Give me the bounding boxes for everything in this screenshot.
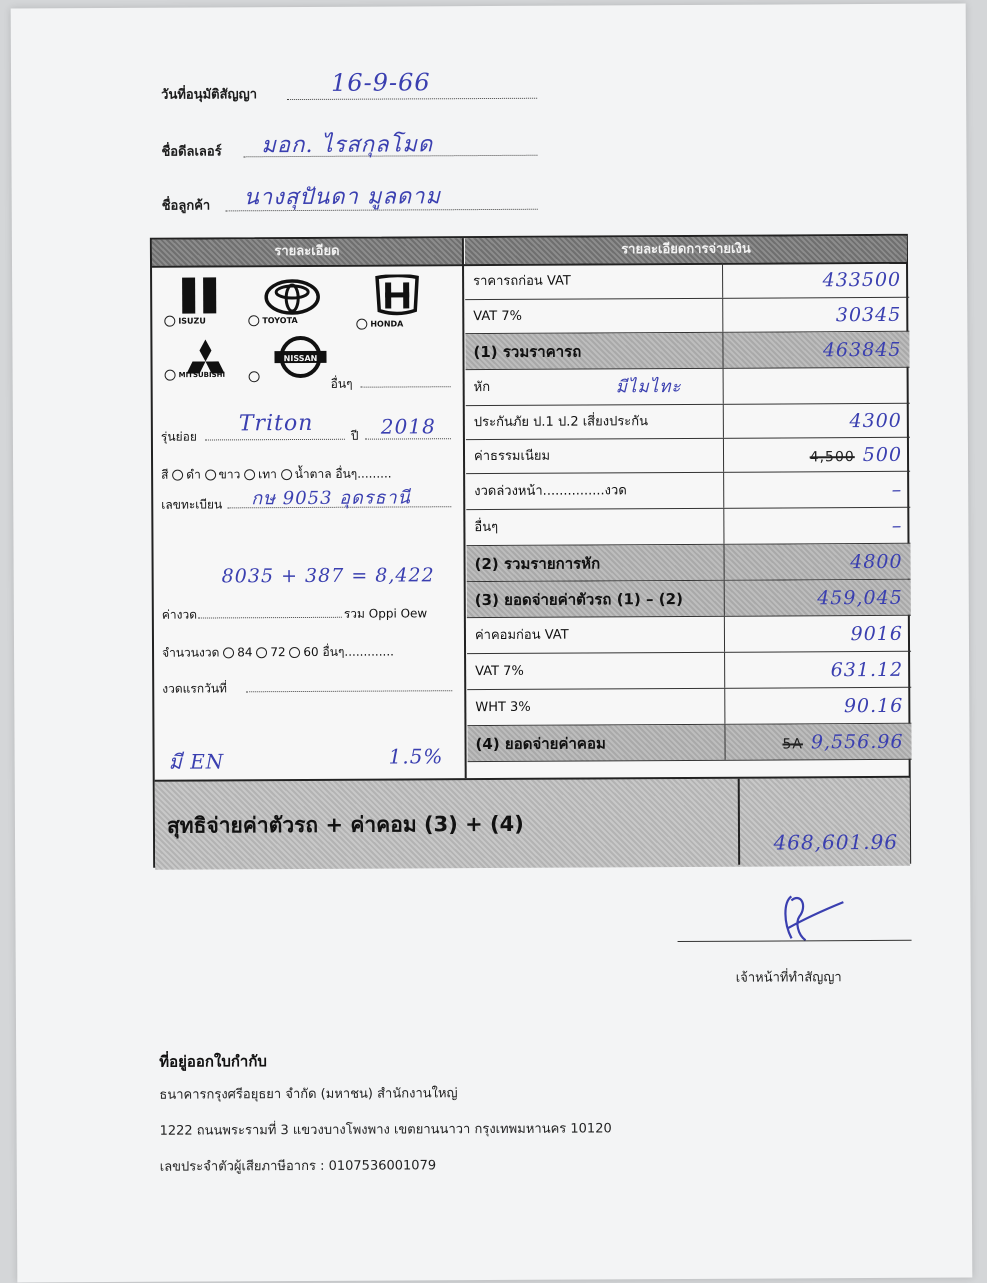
payment-row-label: VAT 7% — [465, 299, 723, 333]
payment-row-label: ค่าคอมก่อน VAT — [467, 617, 725, 653]
payment-row — [465, 332, 909, 370]
payment-row-value — [728, 472, 902, 508]
honda-option: HONDA — [356, 318, 403, 329]
footer-line-3: เลขประจำตัวผู้เสียภาษีอากร : 0107536001079 — [159, 1158, 437, 1175]
plate-label: เลขทะเบียน — [161, 497, 223, 512]
footer-line-2: 1222 ถนนพระรามที่ 3 แขวงบางโพงพาง เขตยานนาวา กรุงเทพมหานคร 10120 — [159, 1121, 612, 1139]
value-text: 463845 — [822, 338, 902, 362]
payment-row-label: (1) รวมราคารถ — [465, 333, 723, 369]
color-options: สี ดำ ขาว เทา น้ำตาล อื่นๆ......... — [161, 466, 392, 482]
payment-row-label: WHT 3% — [467, 689, 725, 725]
payment-row-label: ราคารถก่อน VAT — [465, 263, 723, 299]
summary-label: สุทธิจ่ายค่าตัวรถ + ค่าคอม (3) + (4) — [166, 811, 524, 838]
struck-value: 4,500 — [809, 449, 855, 466]
installment-suffix: รวม Oppi Oew — [343, 606, 428, 621]
installment-value: 8035 + 387 = 8,422 — [221, 564, 435, 588]
value-text: 9016 — [850, 622, 904, 646]
model-label: รุ่นย่อย — [160, 429, 197, 444]
brand-isuzu — [180, 275, 218, 315]
value-text: – — [891, 514, 903, 537]
footer-title: ที่อยู่ออกใบกำกับ — [159, 1052, 267, 1071]
isuzu-option: ISUZU — [164, 315, 206, 326]
payment-row-value — [729, 724, 903, 760]
installment-line — [198, 617, 342, 619]
payment-row — [466, 404, 910, 440]
document-sheet — [11, 4, 973, 1283]
customer-label: ชื่อลูกค้า — [161, 198, 211, 214]
note-left: มี EN — [168, 749, 225, 774]
value-text: 459,045 — [817, 586, 903, 610]
payment-row-label: ค่าธรรมเนียม — [466, 439, 724, 473]
payment-row-value — [727, 298, 901, 332]
customer-value: นางสุปันดา มูลดาม — [243, 184, 442, 211]
value-text: 9,556.96 — [810, 730, 904, 754]
value-text: 30345 — [835, 303, 902, 327]
payment-row — [466, 472, 910, 510]
other-brand-label: อื่นๆ — [330, 376, 353, 391]
payment-row-value — [729, 688, 903, 724]
payment-row — [465, 262, 909, 300]
payment-row — [467, 724, 911, 762]
year-label: ปี — [350, 428, 359, 443]
payment-row — [467, 688, 911, 726]
model-line — [205, 439, 345, 441]
value-text: 631.12 — [830, 658, 904, 682]
payment-row-label: (2) รวมรายการหัก — [466, 545, 724, 581]
brand-nissan — [272, 335, 328, 379]
payment-row-label: VAT 7% — [467, 653, 725, 689]
value-text: 4800 — [850, 550, 903, 574]
isuzu-icon — [180, 275, 218, 315]
payment-row-value — [728, 368, 902, 404]
other-brand-line — [361, 386, 451, 387]
payment-row — [466, 368, 910, 406]
payment-row — [466, 544, 910, 582]
value-text: 500 — [862, 443, 903, 467]
payment-row-label: ประกันภัย ป.1 ป.2 เสี่ยงประกัน — [466, 405, 724, 439]
value-text: 4300 — [849, 409, 902, 433]
payment-row — [467, 580, 911, 618]
approve-date-line — [287, 98, 537, 100]
payment-row-label: หัก — [466, 369, 724, 405]
toyota-icon — [264, 279, 320, 315]
value-text: 433500 — [822, 268, 902, 292]
plate-value: กษ 9053 อุดรธานี — [251, 487, 411, 510]
honda-icon — [372, 274, 422, 316]
brand-toyota — [264, 279, 320, 315]
mitsubishi-option: MITSUBISHI — [165, 369, 226, 380]
payment-table — [150, 234, 911, 868]
struck-value: 5A — [782, 736, 803, 753]
payment-row — [467, 616, 911, 654]
term-options: จำนวนงวด 84 72 60 อื่นๆ............. — [162, 644, 395, 660]
footer-line-1: ธนาคารกรุงศรีอยุธยา จำกัด (มหาชน) สำนักงานใหญ่ — [159, 1086, 458, 1103]
summary-divider — [738, 779, 740, 865]
payment-row-value — [729, 652, 903, 688]
payment-row-value — [727, 262, 901, 298]
summary-box — [155, 776, 910, 870]
brand-honda — [372, 274, 422, 316]
first-due-label: งวดแรกวันที่ — [162, 681, 227, 696]
model-value: Triton — [238, 410, 314, 437]
left-panel-title: รายละเอียด — [152, 238, 462, 266]
payment-row-value — [729, 580, 903, 616]
right-panel-title: รายละเอียดการจ่ายเงิน — [465, 236, 907, 264]
payment-row-label: อื่นๆ — [466, 509, 724, 545]
payment-row — [466, 438, 910, 474]
payment-row-value — [728, 404, 902, 438]
first-due-line — [246, 690, 452, 692]
payment-row-label: งวดล่วงหน้า...............งวด — [466, 473, 724, 509]
payment-row — [466, 508, 910, 546]
summary-value: 468,601.96 — [773, 829, 899, 855]
payment-row-value — [727, 332, 901, 368]
installment-label: ค่างวด — [161, 607, 198, 622]
payment-row-value — [728, 544, 902, 580]
nissan-logo-text: NISSAN — [283, 353, 318, 364]
toyota-option: TOYOTA — [248, 315, 297, 326]
payment-row-value — [728, 508, 902, 544]
nissan-icon — [272, 335, 328, 379]
value-text: 90.16 — [843, 694, 904, 718]
payment-row-note: มีไมไทะ — [615, 377, 682, 398]
payment-row-value — [729, 616, 903, 652]
payment-row — [467, 652, 911, 690]
dealer-label: ชื่อดีลเลอร์ — [161, 144, 222, 160]
payment-row-label: (3) ยอดจ่ายค่าตัวรถ (1) – (2) — [467, 581, 725, 617]
signature-caption: เจ้าหน้าที่ทำสัญญา — [735, 970, 842, 986]
nissan-option-radio — [249, 369, 263, 383]
payment-row-label: (4) ยอดจ่ายค่าคอม — [467, 725, 725, 761]
year-value: 2018 — [380, 414, 436, 439]
note-rate: 1.5% — [388, 744, 444, 769]
value-text: – — [891, 478, 903, 501]
approve-date-label: วันที่อนุมัติสัญญา — [161, 87, 258, 103]
payment-row-value — [728, 438, 902, 472]
approve-date-value: 16-9-66 — [330, 68, 431, 97]
payment-row — [465, 298, 909, 334]
dealer-value: มอก. ไรสกุลโมด — [261, 132, 434, 159]
